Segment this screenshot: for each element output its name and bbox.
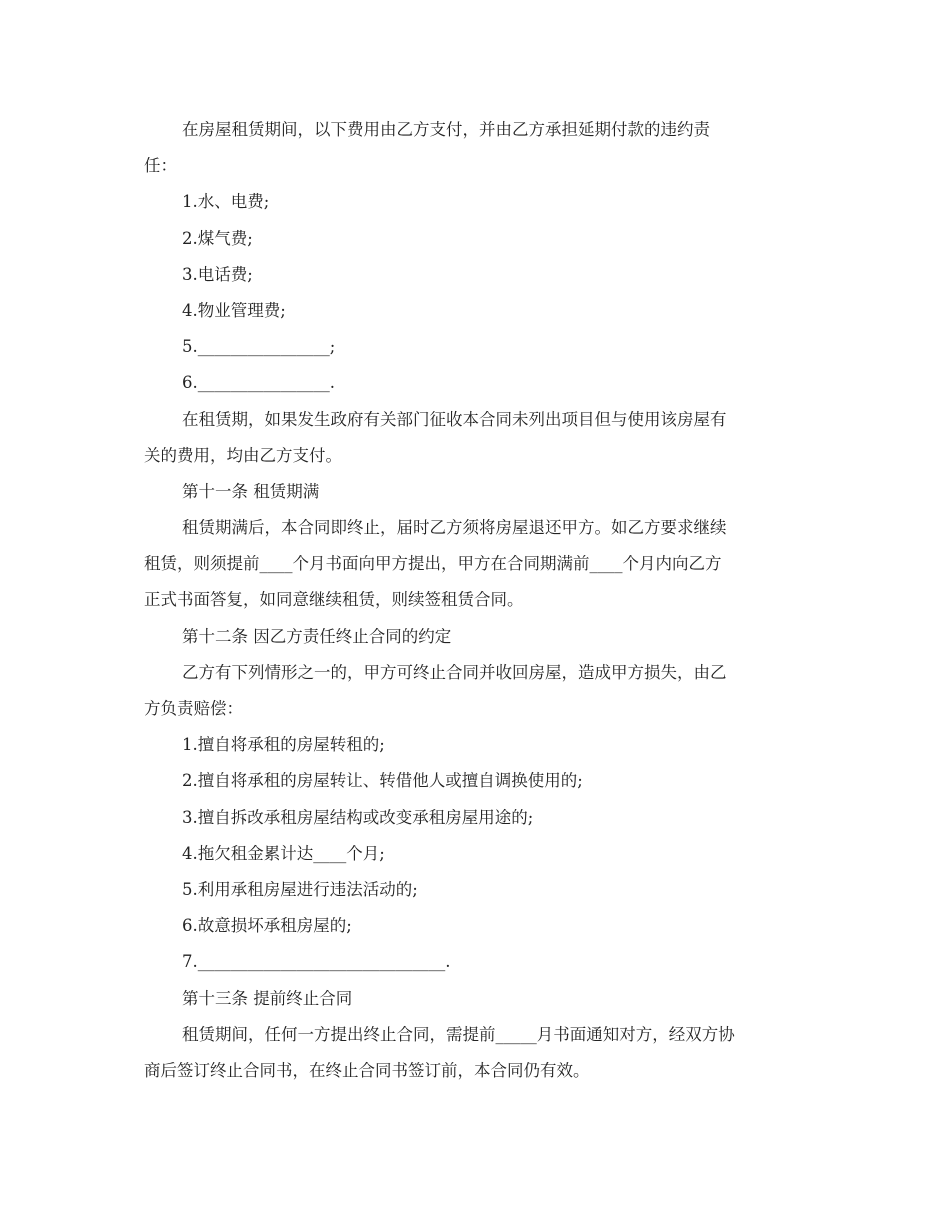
text-line: 方负责赔偿： bbox=[144, 699, 243, 718]
text-line: 正式书面答复，如同意继续租赁，则续签租赁合同。 bbox=[144, 590, 524, 610]
text-line: 第十二条 因乙方责任终止合同的约定 bbox=[182, 626, 452, 646]
text-line: 5.________________; bbox=[182, 337, 336, 357]
text-line: 4.物业管理费; bbox=[182, 300, 286, 320]
text-line: 2.擅自将承租的房屋转让、转借他人或擅自调换使用的; bbox=[182, 771, 583, 791]
document-body bbox=[144, 112, 812, 1089]
text-line: 第十一条 租赁期满 bbox=[182, 481, 320, 501]
text-line: 租赁期间，任何一方提出终止合同，需提前_____月书面通知对方，经双方协 bbox=[182, 1024, 735, 1044]
text-line: 关的费用，均由乙方支付。 bbox=[144, 445, 342, 465]
text-line: 6.________________. bbox=[182, 373, 335, 393]
text-line: 5.利用承租房屋进行违法活动的; bbox=[182, 879, 418, 899]
text-line: 6.故意损坏承租房屋的; bbox=[182, 916, 352, 936]
text-line: 第十三条 提前终止合同 bbox=[182, 988, 353, 1008]
text-line: 在租赁期，如果发生政府有关部门征收本合同未列出项目但与使用该房屋有 bbox=[182, 409, 727, 429]
text-line: 租赁期满后，本合同即终止，届时乙方须将房屋退还甲方。如乙方要求继续 bbox=[182, 518, 727, 538]
text-line: 2.煤气费; bbox=[182, 228, 253, 248]
text-line: 3.电话费; bbox=[182, 264, 253, 284]
text-line: 7.______________________________. bbox=[182, 952, 451, 972]
text-line: 3.擅自拆改承租房屋结构或改变承租房屋用途的; bbox=[182, 807, 534, 827]
text-line: 1.水、电费; bbox=[182, 192, 270, 212]
text-line: 乙方有下列情形之一的，甲方可终止合同并收回房屋，造成甲方损失，由乙 bbox=[182, 662, 727, 682]
text-line: 4.拖欠租金累计达____个月; bbox=[182, 843, 385, 863]
text-line: 在房屋租赁期间，以下费用由乙方支付，并由乙方承担延期付款的违约责 bbox=[182, 120, 710, 139]
text-line: 租赁，则须提前____个月书面向甲方提出，甲方在合同期满前____个月内向乙方 bbox=[144, 554, 722, 574]
text-line: 任： bbox=[144, 156, 177, 176]
text-line: 1.擅自将承租的房屋转租的; bbox=[182, 735, 385, 755]
text-line: 商后签订终止合同书，在终止合同书签订前，本合同仍有效。 bbox=[144, 1060, 590, 1080]
